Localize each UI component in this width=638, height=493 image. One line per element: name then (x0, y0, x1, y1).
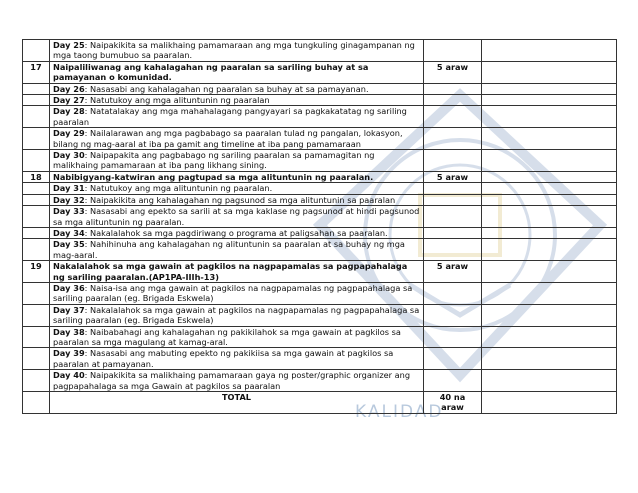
day-row: Day 34: Nakalalahok sa mga pagdiriwang o programa at paligsahan sa paaralan. (23, 227, 617, 238)
day-label: Day 36 (53, 282, 85, 293)
day-row: Day 37: Nakalalahok sa mga gawain at pagkilos na nagpapamalas ng pagpapahalaga sa sariling paaralan (eg. Brigada Eskwela) (23, 304, 617, 326)
day-row: Day 36: Naisa-isa ang mga gawain at pagkilos na nagpapamalas ng pagpapahalaga sa sariling paaralan (eg. Brigada Eskwela) (23, 282, 617, 304)
day-row: Day 28: Natatalakay ang mga mahahalagang pangyayari sa pagkakatatag ng sariling paaralan (23, 106, 617, 128)
watermark-text: KALIDAD (355, 402, 444, 422)
day-text: Nasasabi ang kahalagahan ng paaralan sa buhay at sa pamayanan. (90, 83, 369, 94)
day-text: Nakalalahok sa mga pagdiriwang o programa at paligsahan sa paaralan. (90, 227, 388, 238)
curriculum-table (22, 39, 617, 414)
total-label: TOTAL (50, 392, 424, 414)
day-row: Day 39: Nasasabi ang mabuting epekto ng pakikiisa sa mga gawain at pagkilos sa paaralan at pamayanan. (23, 348, 617, 370)
topic-text: Naipaliliwanag ang kahalagahan ng paaralan sa sariling buhay at sa pamayanan o komunidad. (53, 61, 369, 83)
day-text: Natatalakay ang mga mahahalagang pangyayari sa pagkakatatag ng sariling paaralan (53, 106, 407, 127)
day-row: Day 33: Nasasabi ang epekto sa sarili at sa mga kaklase ng pagsunod at hindi pagsunod sa mga alituntunin ng paaralan. (23, 206, 617, 228)
day-row: Day 25: Naipakikita sa malikhaing pamamaraan ang mga tungkuling ginagampanan ng mga taong bumubuo sa paaralan. (23, 40, 617, 62)
topic-number: 19 (23, 261, 50, 283)
topic-row (23, 171, 617, 182)
day-label: Day 30 (53, 150, 85, 161)
duration: 5 araw (424, 261, 482, 283)
duration: 5 araw (424, 61, 482, 83)
day-text: Naipakikita sa malikhaing pamamaraan gaya ng poster/graphic organizer ang pagpapahalaga sa mga Gawain at pagkilos sa paaralan (53, 370, 411, 391)
topic-number: 17 (23, 61, 50, 83)
topic-row (23, 61, 617, 83)
day-text: Nailalarawan ang mga pagbabago sa paaralan tulad ng pangalan, lokasyon, bilang ng mag-aaral at iba pa gamit ang timeline at iba pang pamamaraan (53, 128, 403, 149)
competency-code: (AP1PA-IIIh-13) (148, 271, 219, 282)
day-text: Natutukoy ang mga alituntunin ng paaralan (90, 95, 270, 106)
day-label: Day 37 (53, 304, 85, 315)
duration: 5 araw (424, 171, 482, 182)
day-label: Day 29 (53, 128, 85, 139)
day-row: Day 35: Nahihinuha ang kahalagahan ng alituntunin sa paaralan at sa buhay ng mga mag-aaral. (23, 239, 617, 261)
day-row: Day 40: Naipakikita sa malikhaing pamamaraan gaya ng poster/graphic organizer ang pagpapahalaga sa mga Gawain at pagkilos sa paaralan (23, 370, 617, 392)
total-row (23, 392, 617, 414)
day-label: Day 39 (53, 348, 85, 359)
day-label: Day 31 (53, 183, 85, 194)
day-text: Nasasabi ang epekto sa sarili at sa mga kaklase ng pagsunod at hindi pagsunod sa mga alituntunin ng paaralan. (53, 206, 420, 227)
day-label: Day 32 (53, 194, 85, 205)
day-label: Day 27 (53, 95, 85, 106)
day-row: Day 31: Natutukoy ang mga alituntunin ng paaralan. (23, 183, 617, 194)
day-label: Day 33 (53, 206, 85, 217)
topic-text: Nakalalahok sa mga gawain at pagkilos na nagpapamalas sa pagpapahalaga ng sariling paaralan. (53, 261, 408, 282)
day-row: Day 26: Nasasabi ang kahalagahan ng paaralan sa buhay at sa pamayanan. (23, 83, 617, 94)
day-label: Day 28 (53, 106, 85, 117)
day-row: Day 32: Naipakikita ang kahalagahan ng pagsunod sa mga alituntunin sa paaralan (23, 194, 617, 205)
table-body (23, 40, 617, 392)
day-label: Day 34 (53, 227, 85, 238)
topic-text: Nabibigyang-katwiran ang pagtupad sa mga alituntunin ng paaralan. (53, 171, 374, 182)
day-row: Day 30: Naipapakita ang pagbabago ng sariling paaralan sa pamamagitan ng malikhaing pamamaraan at iba pang likhang sining. (23, 150, 617, 172)
day-label: Day 40 (53, 370, 85, 381)
day-label: Day 35 (53, 239, 85, 250)
day-text: Nakalalahok sa mga gawain at pagkilos na nagpapamalas ng pagpapahalaga sa sariling paaralan (eg. Brigada Eskwela) (53, 304, 420, 326)
day-text: Naisa-isa ang mga gawain at pagkilos na nagpapamalas ng pagpapahalaga sa sariling paaralan (eg. Brigada Eskwela) (53, 282, 413, 304)
day-label: Day 26 (53, 83, 85, 94)
day-label: Day 25 (53, 40, 85, 50)
day-text: Naipapakita ang pagbabago ng sariling paaralan sa pamamagitan ng malikhaing pamamaraan at iba pang likhang sining. (53, 150, 375, 171)
day-row: Day 29: Nailalarawan ang mga pagbabago sa paaralan tulad ng pangalan, lokasyon, bilang ng mag-aaral at iba pa gamit ang timeline at iba pang pamamaraan (23, 128, 617, 150)
day-label: Day 38 (53, 326, 85, 337)
day-text: Naipakikita sa malikhaing pamamaraan ang mga tungkuling ginagampanan ng mga taong bumubuo sa paaralan. (53, 40, 415, 61)
day-text: Natutukoy ang mga alituntunin ng paaralan. (90, 183, 273, 194)
day-row: Day 27: Natutukoy ang mga alituntunin ng paaralan (23, 95, 617, 106)
day-text: Nahihinuha ang kahalagahan ng alituntunin sa paaralan at sa buhay ng mga mag-aaral. (53, 239, 405, 260)
topic-row (23, 261, 617, 283)
day-text: Naipakikita ang kahalagahan ng pagsunod sa mga alituntunin sa paaralan (90, 194, 396, 205)
day-row: Day 38: Naibabahagi ang kahalagahan ng pakikilahok sa mga gawain at pagkilos sa paaralan sa mga magulang at kamag-aral. (23, 326, 617, 348)
day-text: Naibabahagi ang kahalagahan ng pakikilahok sa mga gawain at pagkilos sa paaralan sa mga magulang at kamag-aral. (53, 326, 401, 347)
total-value: 40 na araw (424, 392, 482, 414)
day-text: Nasasabi ang mabuting epekto ng pakikiisa sa mga gawain at pagkilos sa paaralan at pamayanan. (53, 348, 394, 369)
topic-number: 18 (23, 171, 50, 182)
